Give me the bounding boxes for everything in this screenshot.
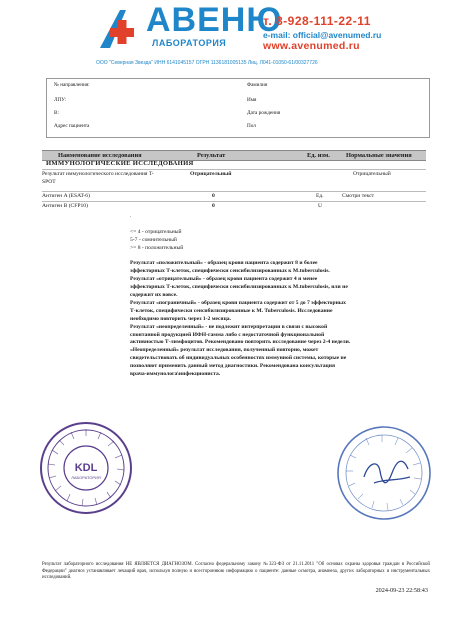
scale-line: 5-7 - сомнительный bbox=[130, 236, 177, 243]
contact-block bbox=[263, 14, 381, 52]
lpu-label: ЛПУ: bbox=[54, 97, 67, 103]
col-unit: Ед. изм. bbox=[307, 152, 330, 159]
table-row bbox=[42, 193, 426, 201]
col-norm: Нормальные значения bbox=[346, 152, 412, 159]
registration-line: ООО "Северная Звезда" ИНН 6141045157 ОГРН 1136181005135 Лиц. Л041-01050-61/00327726 bbox=[96, 60, 318, 66]
row-unit: Ед. bbox=[316, 193, 324, 199]
scale-line: >= 8 - положительный bbox=[130, 244, 184, 251]
row-result: 0 bbox=[212, 203, 215, 209]
row-result: 0 bbox=[212, 193, 215, 199]
row-norm: Отрицательный bbox=[353, 171, 391, 177]
kdl-lab-stamp bbox=[38, 420, 134, 516]
row-divider bbox=[42, 201, 426, 202]
row-test-name: Антиген B (CFP10) bbox=[42, 203, 88, 209]
interp-line: Результат «положительный» - образец крови пациента содержит 8 и более bbox=[130, 260, 318, 267]
patient-info-box bbox=[46, 78, 430, 138]
interp-line: Т-клеток, специфически сенсибилизированные к M. Tuberculosis. Исследование bbox=[130, 307, 333, 314]
interpretation-text bbox=[130, 213, 430, 379]
doctor-seal-stamp bbox=[334, 423, 434, 523]
row-unit: U bbox=[318, 203, 323, 209]
col-result: Результат bbox=[197, 152, 226, 159]
col-test-name: Наименование исследования bbox=[58, 152, 142, 159]
interp-line: позволяют применить данный метод диагностики. Рекомендована консультация bbox=[130, 363, 335, 370]
row-test-name: Результат иммунологического исследования T-SPOT bbox=[42, 171, 154, 185]
table-row bbox=[42, 203, 426, 211]
row-norm: Смотри текст bbox=[342, 193, 375, 199]
kdl-stamp-text: KDL bbox=[74, 462, 98, 474]
interp-line: эффекторных Т-клеток, специфически сенсибилизированных к M.tuberculosis. bbox=[130, 268, 330, 275]
kdl-stamp-subtext: ЛАБОРАТОРИЯ bbox=[71, 475, 101, 480]
row-result: Отрицательный bbox=[190, 171, 232, 177]
scale-line: <= 4 - отрицательный bbox=[130, 228, 182, 235]
name-label: Имя bbox=[247, 97, 257, 103]
surname-label: Фамилия bbox=[247, 82, 268, 88]
print-timestamp: 2024-09-23 22:58:43 bbox=[375, 587, 428, 594]
table-row bbox=[42, 171, 426, 191]
section-title: ИММУНОЛОГИЧЕСКИЕ ИССЛЕДОВАНИЯ bbox=[46, 160, 194, 167]
sex-label: Пол bbox=[247, 123, 256, 129]
doctor-label: В: bbox=[54, 110, 59, 116]
interp-line: необходимо повторить через 1-2 месяца. bbox=[130, 315, 231, 322]
website-link[interactable]: www.avenumed.ru bbox=[263, 40, 360, 52]
legal-disclaimer: Результат лабораторного исследования НЕ ЯВЛЯЕТСЯ ДИАГНОЗОМ. Согласно федеральному закону №323-ФЗ от 21.11.2011 "Об основах охраны здоровья граждан в Российской Федерации" диагноз устанавливает лечащий врач, используя полную и всестороннюю информацию о пациенте: данные осмотра, анамнеза, других лабораторных и инструментальных исследований. bbox=[42, 562, 430, 581]
brand-subtitle: ЛАБОРАТОРИЯ bbox=[152, 38, 227, 48]
referral-label: № направления: bbox=[54, 82, 90, 88]
letterhead bbox=[0, 0, 450, 80]
interp-line: активностью Т-лимфоцитов. Рекомендовано повторить исследование через 2-4 недели. bbox=[130, 339, 351, 346]
signature bbox=[364, 461, 410, 483]
row-test-name: Антиген A (ESAT-6) bbox=[42, 193, 90, 199]
address-label: Адрес пациента bbox=[54, 123, 90, 129]
row-divider bbox=[42, 169, 426, 170]
email-address[interactable]: e-mail: official@avenumed.ru bbox=[263, 30, 382, 40]
interp-line: Результат «пограничный» - образец крови пациента содержит от 5 до 7 эффекторных bbox=[130, 299, 346, 306]
interp-line: свидетельствовать об индивидуальных особенностях иммунной системы, которые не bbox=[130, 355, 347, 362]
interp-line: Результат «неопределенный» - не подлежит интерпретации в связи с высокой bbox=[130, 323, 328, 330]
interp-line: содержит их вовсе. bbox=[130, 292, 178, 299]
interp-line: спонтанной продукцией ИФН-гамма либо с недостаточной функциональной bbox=[130, 331, 325, 338]
interp-dot: . bbox=[130, 213, 132, 219]
interp-line: эффекторных Т-клеток, специфически сенсибилизированных к M.tuberculosis, или не bbox=[130, 284, 348, 291]
row-divider bbox=[42, 191, 426, 192]
brand-name: АВЕНЮ bbox=[146, 1, 283, 39]
birth-date-label: Дата рождения bbox=[247, 110, 281, 116]
interp-line: врача-иммунолога\инфекциониста. bbox=[130, 371, 221, 378]
phone-number[interactable]: т. 8-928-111-22-11 bbox=[263, 14, 371, 28]
medical-cross-logo-icon bbox=[96, 8, 146, 58]
interp-line: «Неопределенный» результат исследования, полученный повторно, может bbox=[130, 347, 319, 354]
interp-line: Результат «отрицательный» - образец крови пациента содержит 4 и менее bbox=[130, 276, 318, 283]
